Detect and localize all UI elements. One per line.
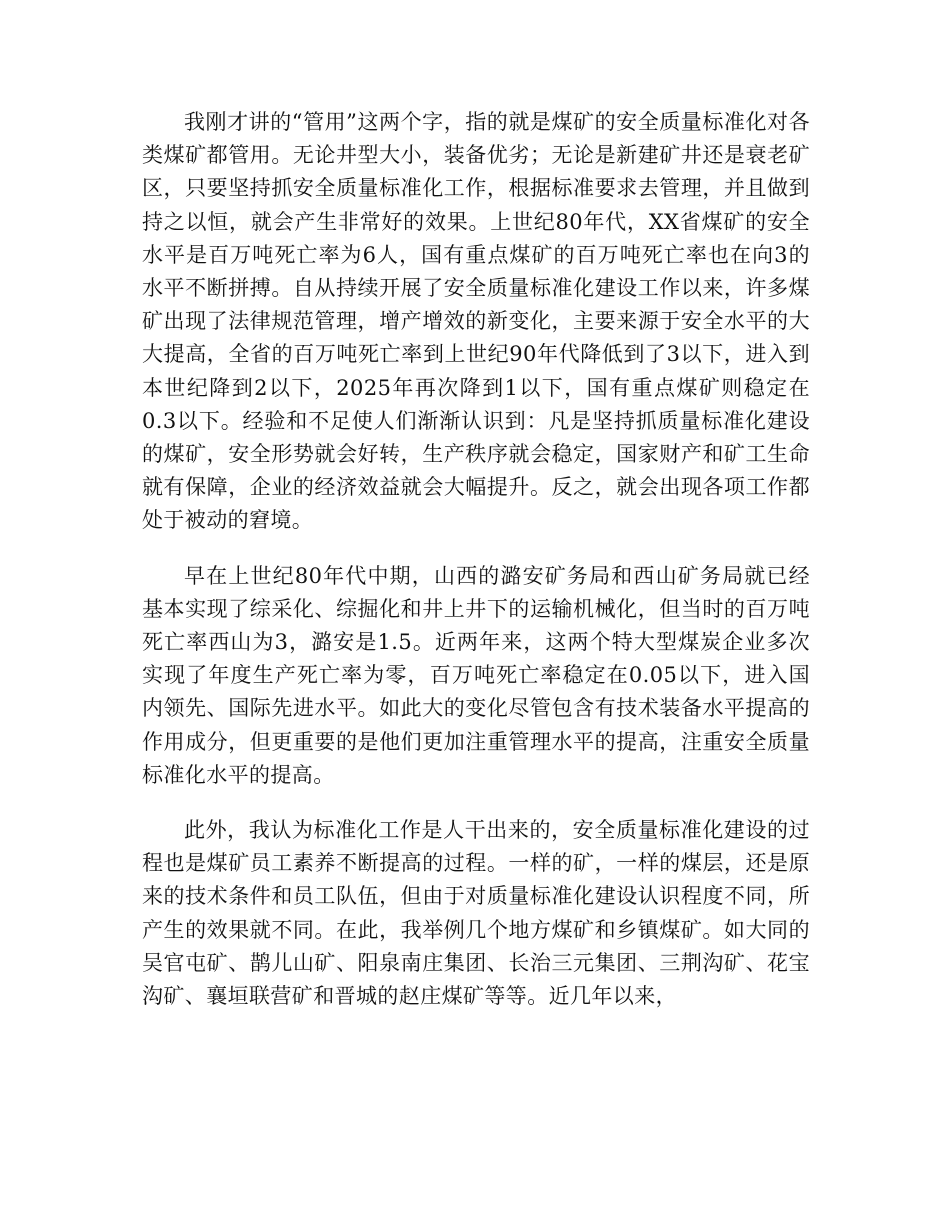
paragraph-3: 此外，我认为标准化工作是人干出来的，安全质量标准化建设的过程也是煤矿员工素养不断提高的过程。一样的矿，一样的煤层，还是原来的技术条件和员工队伍，但由于对质量标准化建设认识程度不同，所产生的效果就不同。在此，我举例几个地方煤矿和乡镇煤矿。如大同的吴官屯矿、鹊儿山矿、阳泉南庄集团、长治三元集团、三荆沟矿、花宝沟矿、襄垣联营矿和晋城的赵庄煤矿等等。近几年以来， [142, 818, 810, 1009]
paragraph-1: 我刚才讲的“管用”这两个字，指的就是煤矿的安全质量标准化对各类煤矿都管用。无论井型大小，装备优劣；无论是新建矿井还是衰老矿区，只要坚持抓安全质量标准化工作，根据标准要求去管理，并且做到持之以恒，就会产生非常好的效果。上世纪80年代，XX省煤矿的安全水平是百万吨死亡率为6人，国有重点煤矿的百万吨死亡率也在向3的水平不断拼搏。自从持续开展了安全质量标准化建设工作以来，许多煤矿出现了法律规范管理，增产增效的新变化，主要来源于安全水平的大大提高，全省的百万吨死亡率到上世纪90年代降低到了3以下，进入到本世纪降到2以下，2025年再次降到1以下，国有重点煤矿则稳定在0.3以下。经验和不足使人们渐渐认识到：凡是坚持抓质量标准化建设的煤矿，安全形势就会好转，生产秩序就会稳定，国家财产和矿工生命就有保障，企业的经济效益就会大幅提升。反之，就会出现各项工作都处于被动的窘境。 [142, 110, 810, 533]
paragraph-2: 早在上世纪80年代中期，山西的潞安矿务局和西山矿务局就已经基本实现了综采化、综掘化和井上井下的运输机械化，但当时的百万吨死亡率西山为3，潞安是1.5。近两年来，这两个特大型煤炭企业多次实现了年度生产死亡率为零，百万吨死亡率稳定在0.05以下，进入国内领先、国际先进水平。如此大的变化尽管包含有技术装备水平提高的作用成分，但更重要的是他们更加注重管理水平的提高，注重安全质量标准化水平的提高。 [142, 563, 810, 787]
document-page [142, 106, 810, 1035]
